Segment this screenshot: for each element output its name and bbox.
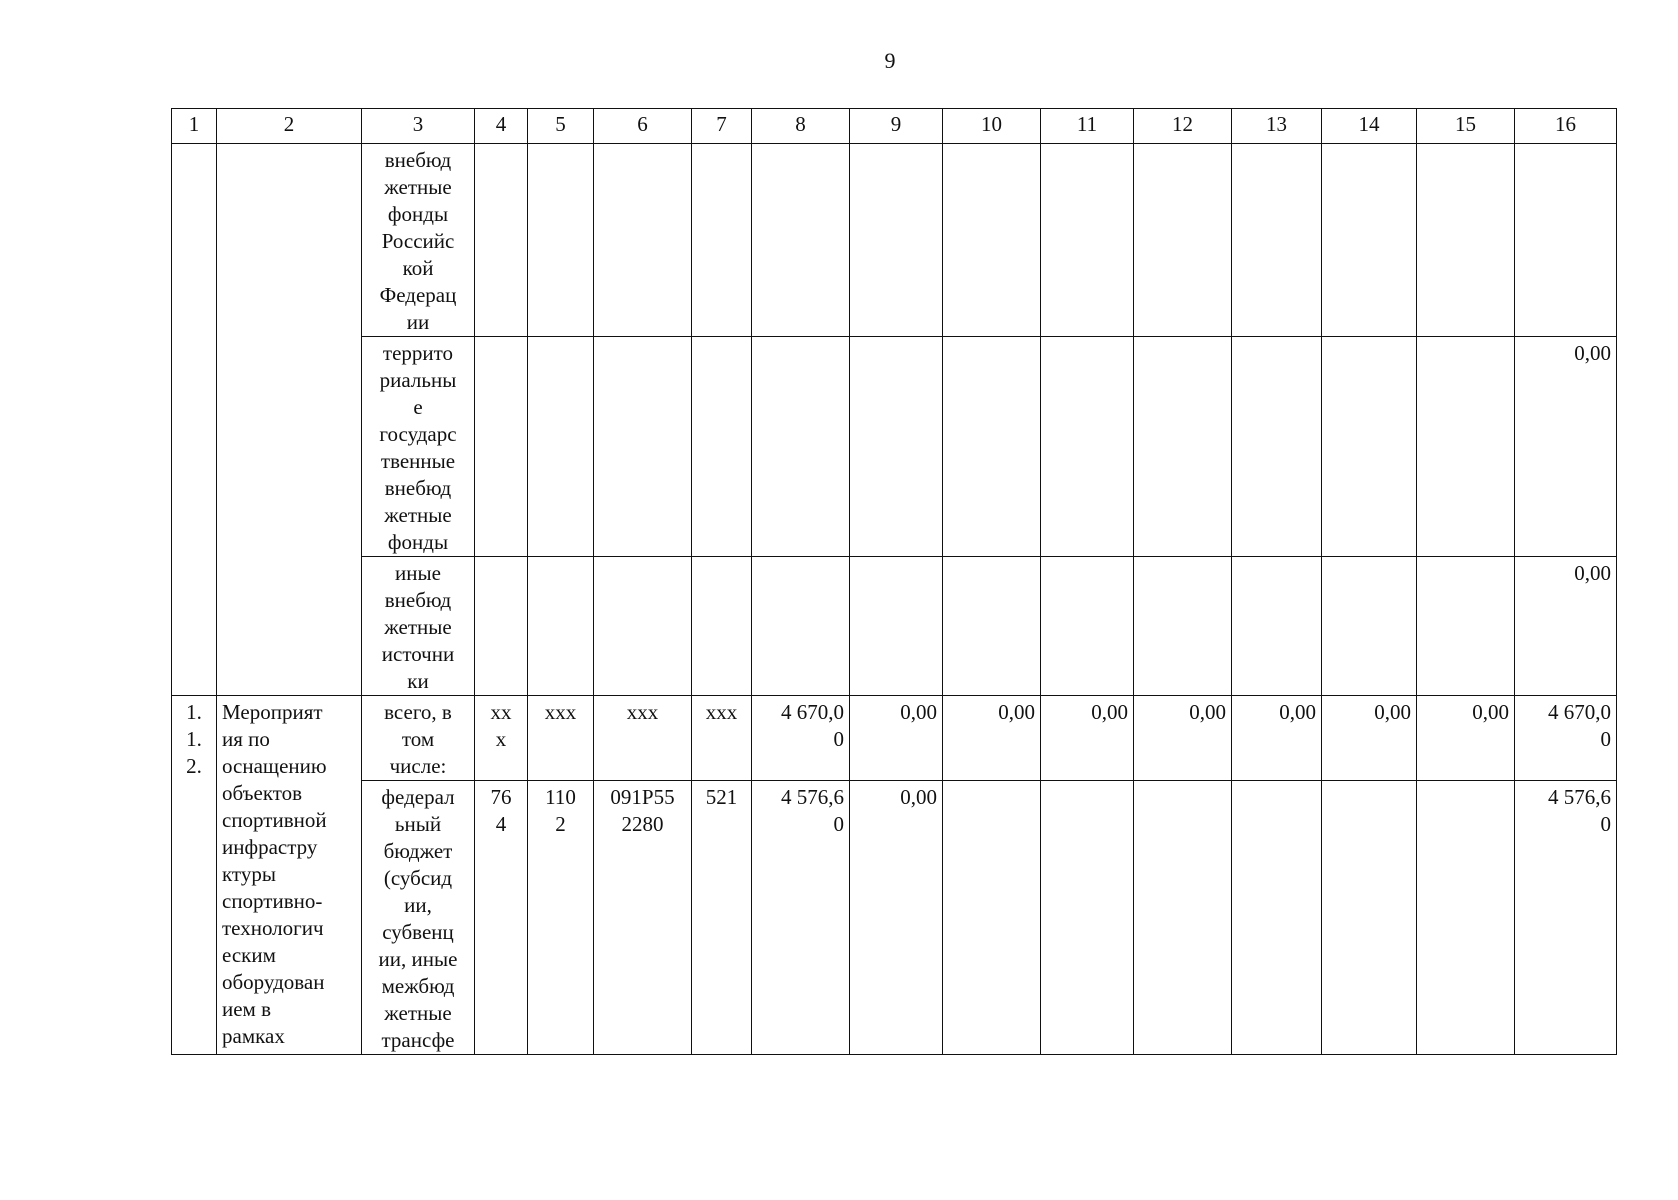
table-cell (1232, 337, 1322, 557)
header-cell: 14 (1322, 109, 1417, 144)
text-line: 4 670,0 (1548, 700, 1611, 724)
table-cell: 521 (692, 781, 752, 1055)
table-cell (692, 557, 752, 696)
page-number: 9 (884, 48, 896, 73)
table-cell (943, 337, 1041, 557)
table-cell (752, 781, 850, 1055)
table-cell (475, 781, 528, 1055)
table-cell (850, 337, 943, 557)
table-cell (1417, 337, 1515, 557)
text-line: 4 (495, 812, 507, 836)
table-cell: 0,00 (1417, 696, 1515, 781)
header-cell: 3 (362, 109, 475, 144)
text-line: трансфе (381, 1028, 455, 1052)
table-cell (692, 337, 752, 557)
header-cell: 9 (850, 109, 943, 144)
table-cell: 0,00 (1515, 337, 1617, 557)
text-line: 091Р55 (610, 785, 675, 809)
text-line: 110 (545, 785, 576, 809)
table-cell (752, 337, 850, 557)
table-cell (594, 781, 692, 1055)
text-line: федерал (381, 785, 455, 809)
text-line: 76 (490, 785, 512, 809)
table-cell (475, 557, 528, 696)
table-cell (752, 144, 850, 337)
text-line: внебюд (384, 476, 452, 500)
header-cell: 12 (1134, 109, 1232, 144)
text-line: рамках (222, 1024, 285, 1048)
text-line: спортивно- (222, 889, 323, 913)
text-line: Мероприят (222, 700, 323, 724)
table-cell (692, 144, 752, 337)
text-line: 1. (186, 700, 202, 724)
text-line: том (401, 727, 435, 751)
table-cell (943, 557, 1041, 696)
text-line: ии, (404, 893, 432, 917)
text-line: ием в (222, 997, 272, 1021)
text-line: 0 (833, 727, 844, 751)
text-line: государс (379, 422, 457, 446)
table-cell (752, 696, 850, 781)
table-cell (1515, 144, 1617, 337)
text-line: бюджет (383, 839, 453, 863)
text-line: жетные (384, 615, 452, 639)
table-cell (1232, 781, 1322, 1055)
table-cell (943, 144, 1041, 337)
text-line: 2 (555, 812, 566, 836)
text-line: оснащению (222, 754, 327, 778)
text-line: объектов (222, 781, 303, 805)
table-cell: 0,00 (1134, 696, 1232, 781)
table-cell (475, 144, 528, 337)
table-cell (1134, 337, 1232, 557)
table-row (172, 337, 1617, 557)
header-cell: 6 (594, 109, 692, 144)
text-line: числе: (389, 754, 447, 778)
table-cell: ххх (594, 696, 692, 781)
text-line: (субсид (383, 866, 453, 890)
text-line: жетные (384, 1001, 452, 1025)
text-line: 2. (186, 754, 202, 778)
table-cell: 0,00 (850, 696, 943, 781)
text-line: иные (395, 561, 441, 585)
table-cell: 0,00 (850, 781, 943, 1055)
table-cell (475, 696, 528, 781)
text-line: источни (381, 642, 455, 666)
table-cell (528, 144, 594, 337)
table-cell (752, 557, 850, 696)
table-cell (1322, 557, 1417, 696)
table-cell: ххх (528, 696, 594, 781)
table-cell (1041, 781, 1134, 1055)
text-line: 0 (833, 812, 844, 836)
table-cell (1322, 144, 1417, 337)
text-line: твенные (380, 449, 456, 473)
text-line: Российс (381, 229, 455, 253)
header-cell: 13 (1232, 109, 1322, 144)
table-cell (1417, 144, 1515, 337)
table-cell (594, 557, 692, 696)
table-cell (1134, 144, 1232, 337)
text-line: ьный (394, 812, 442, 836)
text-line: хх (490, 700, 512, 724)
header-cell: 11 (1041, 109, 1134, 144)
text-line: внебюд (384, 148, 452, 172)
table-cell (1515, 781, 1617, 1055)
text-line: жетные (384, 503, 452, 527)
header-cell: 5 (528, 109, 594, 144)
text-line: ктуры (222, 862, 276, 886)
table-cell (1515, 696, 1617, 781)
table-cell (528, 557, 594, 696)
table-cell (1041, 144, 1134, 337)
header-cell: 4 (475, 109, 528, 144)
text-line: ки (407, 669, 429, 693)
source-cell (362, 781, 475, 1055)
source-cell (362, 557, 475, 696)
text-line: технологич (222, 916, 324, 940)
header-cell: 7 (692, 109, 752, 144)
source-cell (362, 337, 475, 557)
table-cell (943, 781, 1041, 1055)
text-line: субвенц (382, 920, 454, 944)
table-cell: 0,00 (1041, 696, 1134, 781)
source-cell (362, 696, 475, 781)
text-line: Федерац (379, 283, 457, 307)
header-cell: 1 (172, 109, 217, 144)
header-cell: 16 (1515, 109, 1617, 144)
table-cell (475, 337, 528, 557)
table-cell (594, 337, 692, 557)
table-cell (594, 144, 692, 337)
name-cell (217, 144, 362, 696)
table-cell (528, 337, 594, 557)
table-row (172, 144, 1617, 337)
text-line: 4 670,0 (781, 700, 844, 724)
text-line: ии, иные (378, 947, 458, 971)
text-line: х (495, 727, 507, 751)
text-line: инфрастру (222, 835, 318, 859)
text-line: фонды (387, 530, 449, 554)
text-line: 1. (186, 727, 202, 751)
table-cell: 0,00 (1515, 557, 1617, 696)
text-line: межбюд (381, 974, 455, 998)
text-line: 2280 (621, 812, 664, 836)
table-row (172, 696, 1617, 781)
text-line: е (413, 395, 423, 419)
table-cell (1134, 557, 1232, 696)
text-line: террито (382, 341, 454, 365)
text-line: еским (222, 943, 276, 967)
header-cell: 2 (217, 109, 362, 144)
text-line: 4 576,6 (1548, 785, 1611, 809)
text-line: спортивной (222, 808, 327, 832)
table-cell (528, 781, 594, 1055)
table-cell (850, 557, 943, 696)
table-row (172, 781, 1617, 1055)
index-cell (172, 144, 217, 696)
table-cell (1417, 781, 1515, 1055)
table-cell (1041, 337, 1134, 557)
text-line: риальны (379, 368, 457, 392)
table-cell (1322, 781, 1417, 1055)
text-line: внебюд (384, 588, 452, 612)
table-cell (1232, 144, 1322, 337)
text-line: оборудован (222, 970, 325, 994)
table-row (172, 557, 1617, 696)
source-cell (362, 144, 475, 337)
header-cell: 10 (943, 109, 1041, 144)
table-cell (1417, 557, 1515, 696)
text-line: жетные (384, 175, 452, 199)
table-cell: 0,00 (1322, 696, 1417, 781)
table-cell: 0,00 (943, 696, 1041, 781)
table-cell: 0,00 (1232, 696, 1322, 781)
text-line: фонды (387, 202, 449, 226)
text-line: 4 576,6 (781, 785, 844, 809)
table-cell (1134, 781, 1232, 1055)
text-line: ия по (222, 727, 270, 751)
name-cell (217, 696, 362, 1055)
text-line: ии (406, 310, 430, 334)
text-line: 0 (1600, 727, 1611, 751)
header-row (172, 109, 1617, 144)
header-cell: 15 (1417, 109, 1515, 144)
table-cell (1041, 557, 1134, 696)
text-line: 0 (1600, 812, 1611, 836)
text-line: всего, в (384, 700, 452, 724)
table-cell (850, 144, 943, 337)
budget-table (171, 108, 1617, 1055)
index-cell (172, 696, 217, 1055)
text-line: кой (402, 256, 434, 280)
table-cell: ххх (692, 696, 752, 781)
header-cell: 8 (752, 109, 850, 144)
table-cell (1232, 557, 1322, 696)
table-cell (1322, 337, 1417, 557)
